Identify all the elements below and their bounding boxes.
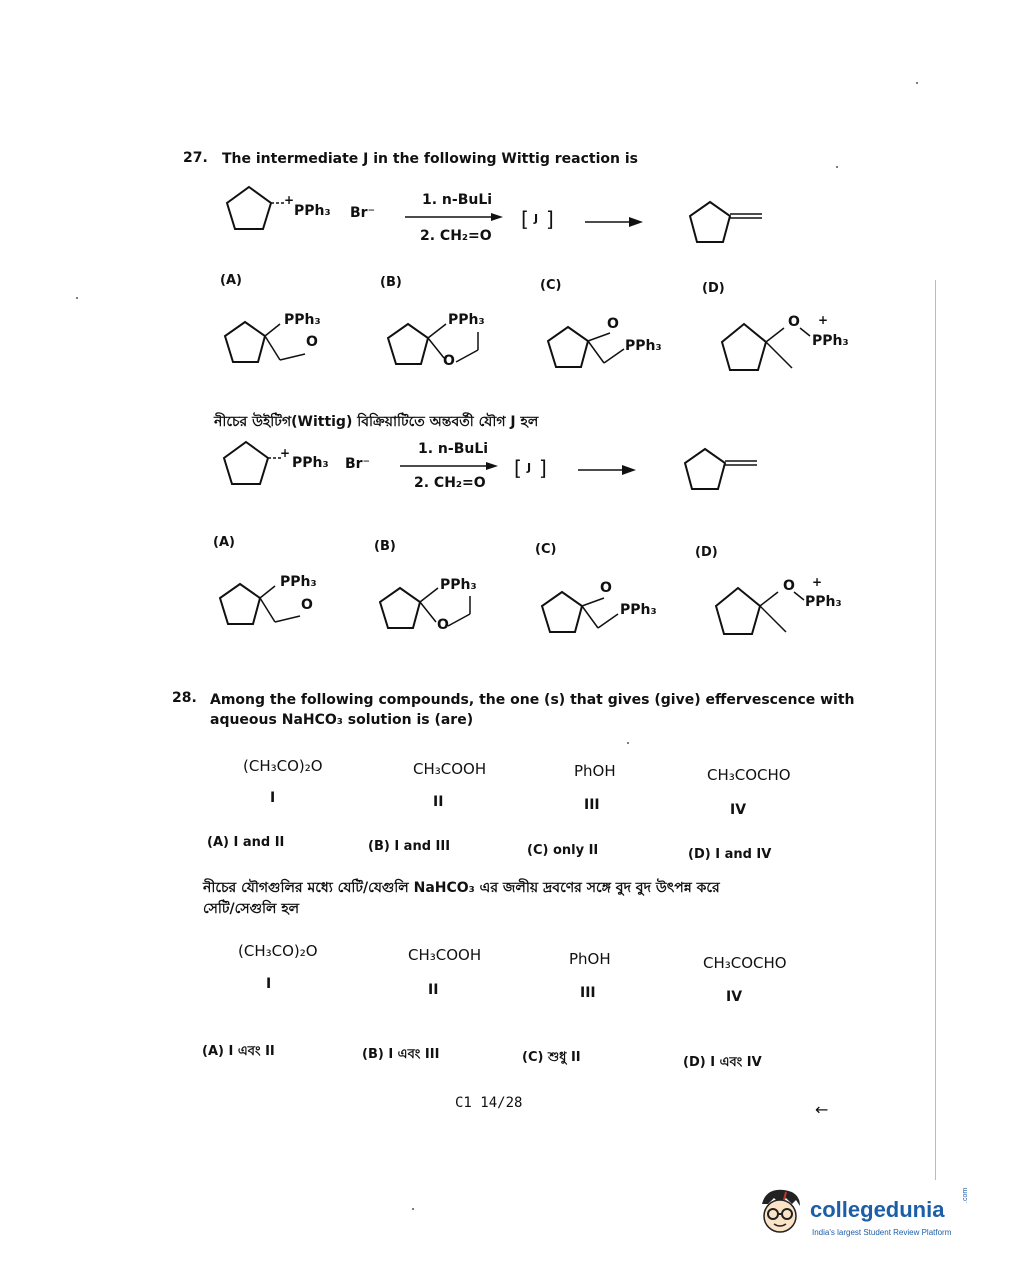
option-d-oxygen: O (788, 314, 800, 330)
q28-question-bengali-line1: নীচের যৌগগুলির মধ্যে যেটি/যেগুলি NaHCO₃ এর জলীয় দ্রবণের সঙ্গে বুদ বুদ উৎপন্ন করে (203, 880, 720, 896)
option-b-oxygen-2: O (437, 617, 449, 633)
compound-3-label: III (584, 797, 600, 813)
option-c-oxygen: O (607, 316, 619, 332)
option-d-plus-2: + (812, 575, 823, 589)
q27-option-d-label-2: (D) (695, 545, 718, 560)
compound-1-label: I (270, 790, 276, 806)
logo-wordmark: collegedunia (810, 1197, 945, 1222)
q27-option-a-label: (A) (220, 273, 242, 288)
mascot-icon (756, 1186, 806, 1238)
option-a-pph3: PPh₃ (284, 312, 321, 328)
option-b-structure-1 (388, 322, 488, 370)
compound-4-formula-2: CH₃COCHO (703, 954, 787, 972)
q27-option-c-label: (C) (540, 278, 562, 293)
compound-3-formula-2: PhOH (569, 950, 611, 968)
q28-option-a: (A) I and II (207, 835, 285, 850)
compound-2-formula: CH₃COOH (413, 760, 487, 778)
bromide-ion-2: Br⁻ (345, 456, 370, 472)
option-d-pph3-2: PPh₃ (805, 594, 842, 610)
reagent-2: 2. CH₂=O (420, 228, 492, 244)
q28-question-line2: aqueous NaHCO₃ solution is (are) (210, 712, 474, 728)
q27-option-b-label-2: (B) (374, 539, 396, 554)
q27-option-c-label-2: (C) (535, 542, 557, 557)
q27-question: The intermediate J in the following Wittig reaction is (222, 151, 638, 167)
intermediate-bracket-open: [ (521, 207, 529, 231)
option-c-pph3: PPh₃ (625, 338, 662, 354)
reactant-pph3-2: PPh₃ (292, 455, 329, 471)
option-c-pph3-2: PPh₃ (620, 602, 657, 618)
q28-question-line1: Among the following compounds, the one (s) that gives (give) effervescence with (210, 692, 855, 708)
q27-option-b-label: (B) (380, 275, 402, 290)
intermediate-bracket-close: ] (546, 207, 554, 231)
option-a-oxygen: O (306, 334, 318, 350)
arrow-mark: ← (815, 1100, 829, 1119)
q27-option-a-label-2: (A) (213, 535, 235, 550)
scan-speck (627, 742, 629, 744)
bromide-ion: Br⁻ (350, 205, 375, 221)
compound-2-label-2: II (428, 982, 439, 998)
intermediate-bracket-close-2: ] (539, 456, 547, 480)
compound-1-label-2: I (266, 976, 272, 992)
cyclopentyl-phosphonium-structure (225, 185, 285, 235)
intermediate-bracket-open-2: [ (514, 456, 522, 480)
option-d-structure-1 (722, 322, 822, 377)
reactant-pph3: PPh₃ (294, 203, 331, 219)
compound-4-label-2: IV (726, 989, 743, 1005)
compound-1-formula: (CH₃CO)₂O (243, 757, 323, 775)
q28-number: 28. (172, 690, 197, 706)
logo-suffix: .com (962, 1187, 969, 1203)
option-b-structure-2 (380, 586, 480, 634)
methylenecyclopentane-structure (688, 200, 768, 246)
option-b-oxygen: O (443, 353, 455, 369)
intermediate-j-2: J (527, 461, 532, 474)
q28-option-c: (C) only II (527, 843, 599, 858)
q27-number: 27. (183, 150, 208, 166)
option-a-pph3-2: PPh₃ (280, 574, 317, 590)
option-b-pph3: PPh₃ (448, 312, 485, 328)
q28-option-a-bengali: (A) I এবং II (202, 1044, 275, 1059)
reagent-1-2: 1. n-BuLi (418, 441, 489, 457)
q28-option-d-bengali: (D) I এবং IV (683, 1055, 762, 1070)
option-b-pph3-2: PPh₃ (440, 577, 477, 593)
q27-question-bengali: নীচের উইটিগ(Wittig) বিক্রিয়াটিতে অন্তবর্তী যৌগ J হল (214, 414, 539, 430)
reaction-arrow-2 (400, 461, 500, 471)
compound-2-formula-2: CH₃COOH (408, 946, 482, 964)
option-d-pph3: PPh₃ (812, 333, 849, 349)
intermediate-j: J (534, 212, 539, 225)
option-d-plus: + (818, 313, 829, 327)
methylenecyclopentane-structure-2 (683, 447, 763, 493)
option-c-oxygen-2: O (600, 580, 612, 596)
q28-option-b: (B) I and III (368, 839, 451, 854)
compound-2-label: II (433, 794, 444, 810)
product-arrow-2 (578, 465, 638, 475)
scan-speck (76, 297, 78, 299)
q28-option-b-bengali: (B) I এবং III (362, 1047, 440, 1062)
compound-4-label: IV (730, 802, 747, 818)
q28-option-d: (D) I and IV (688, 847, 772, 862)
product-arrow (585, 217, 645, 227)
cyclopentyl-phosphonium-structure-2 (222, 440, 282, 490)
compound-4-formula: CH₃COCHO (707, 766, 791, 784)
scan-edge-line (935, 280, 936, 1180)
compound-3-formula: PhOH (574, 762, 616, 780)
scan-speck (916, 82, 918, 84)
reagent-1: 1. n-BuLi (422, 192, 493, 208)
scan-speck (412, 1208, 414, 1210)
option-a-oxygen-2: O (301, 597, 313, 613)
logo-tagline: India's largest Student Review Platform (812, 1228, 952, 1237)
reagent-2-2: 2. CH₂=O (414, 475, 486, 491)
plus-sign-2: + (280, 446, 291, 460)
reaction-arrow (405, 212, 505, 222)
compound-1-formula-2: (CH₃CO)₂O (238, 942, 318, 960)
q27-option-d-label: (D) (702, 281, 725, 296)
q28-question-bengali-line2: সেটি/সেগুলি হল (203, 901, 300, 917)
option-d-structure-2 (716, 586, 816, 641)
plus-sign: + (284, 193, 295, 207)
compound-3-label-2: III (580, 985, 596, 1001)
page-number: C1 14/28 (455, 1095, 523, 1111)
q28-option-c-bengali: (C) শুধু II (522, 1050, 581, 1065)
option-d-oxygen-2: O (783, 578, 795, 594)
scan-speck (836, 166, 838, 168)
